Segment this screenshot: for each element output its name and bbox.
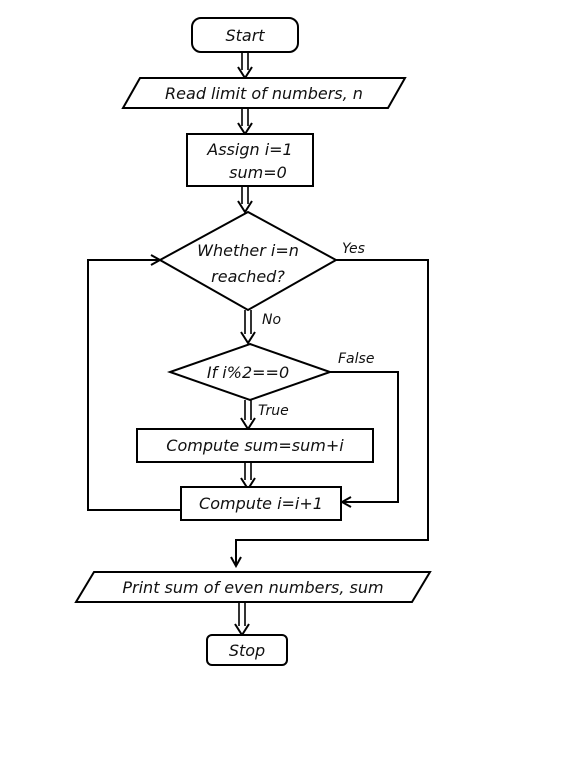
no-label: No [262,312,282,328]
compute-sum-node [137,429,373,462]
loop-decision-label-2: reached? [211,267,285,286]
start-node [192,18,298,52]
assign-label-2: sum=0 [229,163,287,182]
print-output-label: Print sum of even numbers, sum [122,578,384,597]
connector-assign-decision [238,186,252,212]
true-label: True [258,403,289,419]
connector-read-assign [238,108,252,134]
increment-node [181,487,341,520]
stop-label: Stop [228,641,266,660]
false-label: False [338,351,375,367]
yes-label: Yes [342,241,365,257]
compute-sum-label: Compute sum=sum+i [166,436,344,455]
even-check-node [170,344,330,400]
loop-back-line [88,260,181,510]
loop-decision-label-1: Whether i=n [197,241,299,260]
connector-print-stop [235,602,249,635]
connector-sum-increment [241,462,255,489]
no-branch-connector [241,310,255,343]
even-check-label: If i%2==0 [206,363,290,382]
increment-label: Compute i=i+1 [199,494,323,513]
true-branch-connector [241,400,255,429]
assign-label-1: Assign i=1 [207,140,293,159]
loop-decision-node [160,212,336,310]
connector-start-read [238,52,252,78]
read-input-node [123,78,405,108]
start-label: Start [225,26,265,45]
print-output-node [76,572,430,602]
assign-node [187,134,313,186]
read-input-label: Read limit of numbers, n [165,84,363,103]
stop-node [207,635,287,665]
